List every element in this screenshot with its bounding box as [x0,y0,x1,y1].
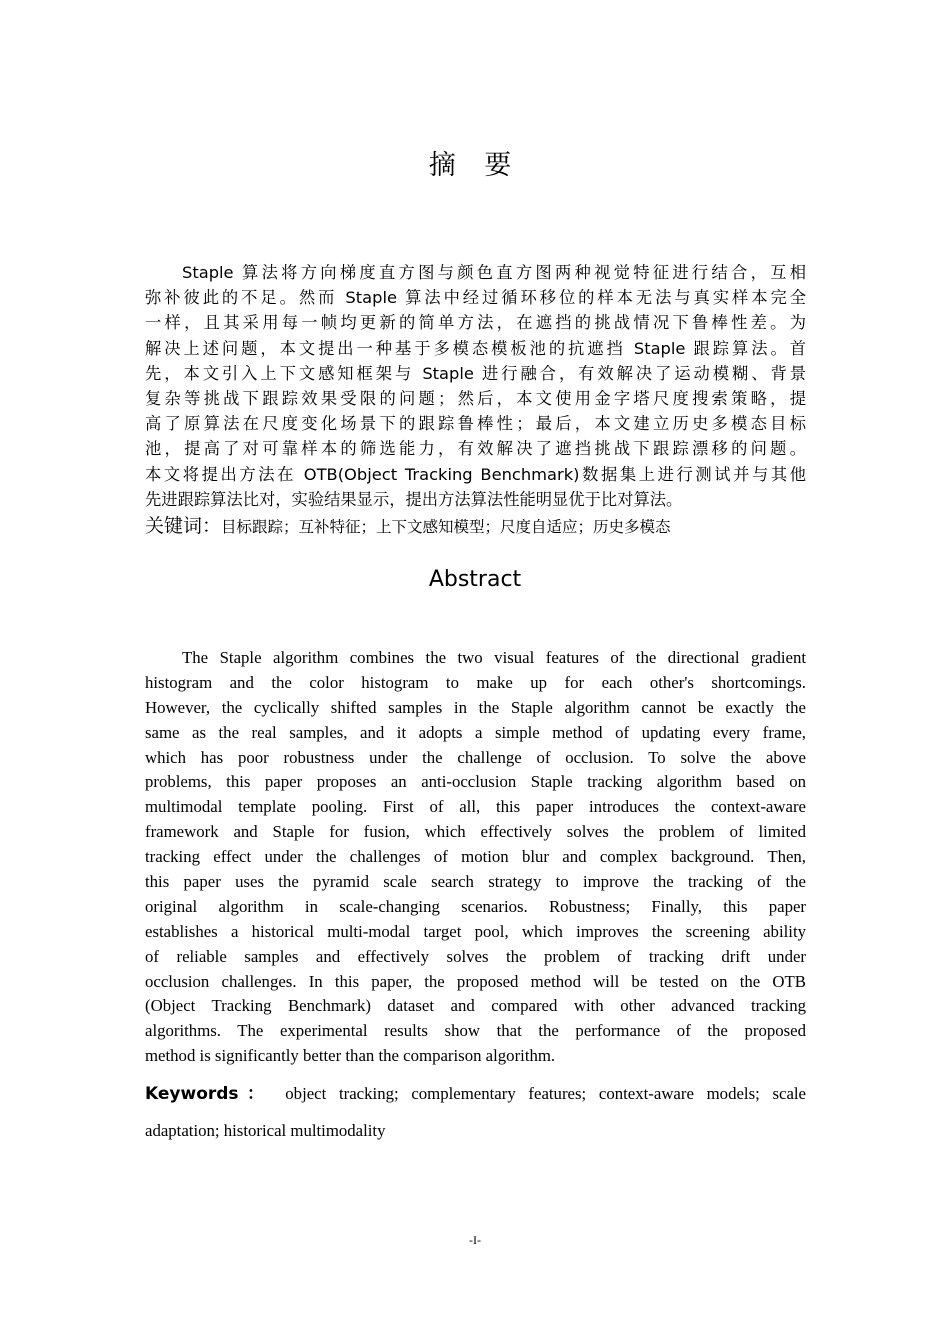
english-abstract-line: The Staple algorithm combines the two visual features of the directional gradient [182,648,806,667]
english-abstract-line: same as the real samples, and it adopts a simple method of updating every frame, [145,722,806,742]
english-abstract-line: problems, this paper proposes an anti-occlusion Staple tracking algorithm based on [145,772,806,792]
chinese-abstract-line: 解决上述问题，本文提出一种基于多模态模板池的抗遮挡 Staple 跟踪算法。首 [145,338,806,358]
chinese-abstract-line: 本文将提出方法在 OTB(Object Tracking Benchmark)数据集上进行测试并与其他 [145,464,806,484]
english-abstract-line: method is significantly better than the comparison algorithm. [145,1046,556,1066]
english-keywords-text-1: object tracking; complementary features; context-aware models; scale [285,1084,807,1103]
english-keywords [145,1080,806,1154]
english-abstract-line: histogram and the color histogram to make up for each other's shortcomings. [145,672,806,692]
english-abstract-line: establishes a historical multi-modal target pool, which improves the screening ability [145,921,806,941]
page-number: -I- [469,1233,481,1247]
chinese-keywords-label: 关键词： [145,515,222,537]
chinese-abstract-line: 弥补彼此的不足。然而 Staple 算法中经过循环移位的样本无法与真实样本完全 [145,288,806,308]
chinese-abstract-title: 摘 要 [428,150,522,181]
chinese-abstract-line: 一样，且其采用每一帧均更新的简单方法，在遮挡的挑战情况下鲁棒性差。为 [145,313,806,333]
english-abstract-line: occlusion challenges. In this paper, the proposed method will be tested on the OTB [145,971,806,991]
chinese-keywords [145,513,825,540]
chinese-keywords-text: 目标跟踪；互补特征；上下文感知模型；尺度自适应；历史多模态 [221,518,671,536]
english-abstract-line: this paper uses the pyramid scale search strategy to improve the tracking of the [145,872,806,892]
english-abstract-line: multimodal template pooling. First of all, this paper introduces the context-aware [145,797,806,817]
english-abstract-line: framework and Staple for fusion, which effectively solves the problem of limited [145,822,806,842]
english-abstract-line: However, the cyclically shifted samples in the Staple algorithm cannot be exactly the [145,697,806,717]
chinese-abstract-line: 复杂等挑战下跟踪效果受限的问题；然后，本文使用金字塔尺度搜索策略，提 [145,388,806,408]
english-keywords-label: Keywords： [145,1084,273,1104]
english-keywords-text-2: adaptation; historical multimodality [145,1121,386,1140]
english-abstract-line: of reliable samples and effectively solves the problem of tracking drift under [145,946,806,966]
english-abstract-line: tracking effect under the challenges of motion blur and complex background. Then, [145,847,806,867]
chinese-abstract-body [145,260,806,512]
english-keywords-line [145,1080,806,1117]
chinese-abstract-line: 池，提高了对可靠样本的筛选能力，有效解决了遮挡挑战下跟踪漂移的问题。 [145,439,806,459]
english-abstract-line: (Object Tracking Benchmark) dataset and compared with other advanced tracking [145,996,806,1016]
chinese-abstract-line: 先进跟踪算法比对，实验结果显示，提出方法算法性能明显优于比对算法。 [145,489,683,509]
english-abstract-title: Abstract [428,567,522,592]
english-abstract-line: original algorithm in scale-changing scenarios. Robustness; Finally, this paper [145,896,806,916]
chinese-abstract-line: 高了原算法在尺度变化场景下的跟踪鲁棒性；最后，本文建立历史多模态目标 [145,414,806,434]
chinese-abstract-line: Staple 算法将方向梯度直方图与颜色直方图两种视觉特征进行结合，互相 [182,263,806,282]
chinese-abstract-line: 先，本文引入上下文感知框架与 Staple 进行融合，有效解决了运动模糊、背景 [145,363,806,383]
english-abstract-body [145,646,806,1069]
english-abstract-line: algorithms. The experimental results show that the performance of the proposed [145,1021,806,1041]
english-abstract-line: which has poor robustness under the challenge of occlusion. To solve the above [145,747,806,767]
